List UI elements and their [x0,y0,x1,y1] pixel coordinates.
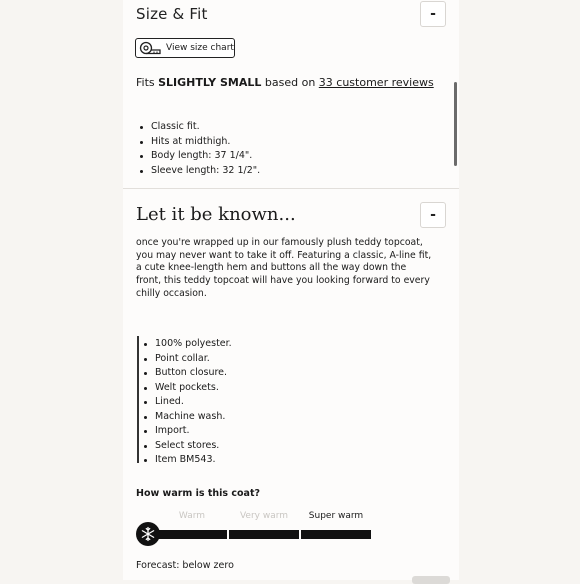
fit-details-list [136,120,260,178]
size-fit-title: Size & Fit [136,5,208,23]
list-item: 100% polyester. [140,337,232,352]
customer-reviews-link[interactable]: 33 customer reviews [318,76,434,89]
list-item: Hits at midthigh. [136,135,260,150]
list-item: Machine wash. [140,410,232,425]
list-item: Button closure. [140,366,232,381]
product-description: once you're wrapped up in our famously plush teddy topcoat, you may never want to take it off. Featuring a classic, A-line fit, a cute knee-length hem and buttons all the way down the front, this teddy topcoat will have you looking forward to every chilly occasion. [136,237,432,299]
description-title: Let it be known... [136,204,296,225]
list-item: Point collar. [140,352,232,367]
warmth-level-very-warm: Very warm [239,511,289,521]
warmth-level-super-warm: Super warm [308,511,364,521]
fit-middle: based on [261,76,319,89]
fit-summary [136,76,434,89]
list-item: Item BM543. [140,453,232,468]
details-accent-bar [137,336,139,463]
product-details-list [140,337,232,468]
size-fit-collapse-button[interactable]: - [420,1,446,27]
list-item: Welt pockets. [140,381,232,396]
list-item: Lined. [140,395,232,410]
scrollbar[interactable] [454,82,457,166]
warmth-level-warm: Warm [178,511,206,521]
warmth-title: How warm is this coat? [136,488,261,499]
view-size-chart-button[interactable] [135,38,235,58]
fit-value: SLIGHTLY SMALL [158,76,262,89]
list-item: Select stores. [140,439,232,454]
list-item: Body length: 37 1/4". [136,149,260,164]
bottom-action-button[interactable] [412,576,450,584]
fit-prefix: Fits [136,76,159,89]
list-item: Classic fit. [136,120,260,135]
warmth-forecast: Forecast: below zero [136,560,234,571]
view-size-chart-label: View size chart [166,43,234,53]
section-divider [123,188,459,189]
snowflake-icon [136,522,160,546]
warmth-meter-segment [150,530,227,539]
list-item: Import. [140,424,232,439]
measuring-tape-icon [139,41,161,55]
warmth-meter-segment [301,530,371,539]
description-collapse-button[interactable]: - [420,202,446,228]
warmth-meter-segment [229,530,299,539]
list-item: Sleeve length: 32 1/2". [136,164,260,179]
